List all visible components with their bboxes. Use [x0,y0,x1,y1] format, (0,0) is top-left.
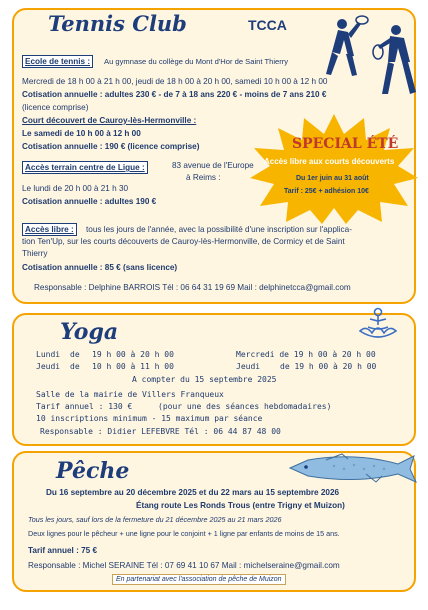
ecole-schedule: Mercredi de 18 h 00 à 21 h 00, jeudi de 18 h 00 à 20 h 00, samedi 10 h 00 à 12 h 00 [22,77,328,86]
ligue-place-1: 83 avenue de l'Europe [172,161,254,170]
peche-tarif: Tarif annuel : 75 € [28,546,98,555]
ligue-schedule: Le lundi de 20 h 00 à 21 h 30 [22,184,129,193]
peche-partner: En partenariat avec l'association de pêche de Muizon [112,574,286,585]
peche-lines: Deux lignes pour le pêcheur + une ligne pour le conjoint + 1 ligne par enfants de moins de 15 ans. [28,529,340,538]
yoga-jeudi-time: 10 h 00 à 11 h 00 [92,362,174,371]
ligue-heading: Accès terrain centre de Ligue : [22,161,148,174]
yoga-lundi-de: de [70,350,80,359]
yoga-jeudi-day: Jeudi [36,362,61,371]
special-line-2: Du 1er juin au 31 août [296,175,369,182]
ecole-heading: Ecole de tennis : [22,55,93,68]
yoga-title: Yoga [60,319,119,345]
court-schedule: Le samedi de 10 h 00 à 12 h 00 [22,129,141,138]
lotus-meditation-icon [356,305,400,343]
peche-closure: Tous les jours, sauf lors de la fermeture du 21 décembre 2025 au 21 mars 2026 [28,515,282,524]
court-cotisation: Cotisation annuelle : 190 € (licence comprise) [22,142,200,151]
yoga-contact: Responsable : Didier LEFEBVRE Tél : 06 44 87 48 00 [40,427,281,436]
libre-text-3: Thierry [22,249,48,258]
special-line-3: Tarif : 25€ + adhésion 10€ [284,188,369,195]
club-code: TCCA [248,17,287,33]
yoga-jeudi2-day: Jeudi [236,362,261,371]
libre-text-1: tous les jours de l'année, avec la possibilité d'une inscription sur l'applica- [86,225,352,234]
yoga-start: A compter du 15 septembre 2025 [132,375,277,384]
tennis-title: Tennis Club [48,11,187,36]
libre-cotisation: Cotisation annuelle : 85 € (sans licence) [22,263,178,272]
ecole-licence: (licence comprise) [22,103,89,112]
ligue-cotisation: Cotisation annuelle : adultes 190 € [22,197,157,206]
yoga-mercredi: Mercredi de 19 h 00 à 20 h 00 [236,350,376,359]
special-starburst-shape [248,112,420,224]
yoga-jeudi-de: de [70,362,80,371]
court-heading: Court découvert de Cauroy-lès-Hermonville : [22,116,197,125]
yoga-tarif: Tarif annuel : 130 € [36,402,133,411]
ecole-cotisation: Cotisation annuelle : adultes 230 € - de 7 à 18 ans 220 € - moins de 7 ans 210 € [22,90,327,99]
yoga-lundi-time: 19 h 00 à 20 h 00 [92,350,174,359]
peche-place: Étang route Les Ronds Trous (entre Trigny et Muizon) [136,501,345,510]
libre-text-2: tion Ten'Up, sur les courts découverts de Cauroy-lès-Hermonville, de Cormicy et de Saint [22,237,345,246]
tennis-players-icon [318,12,418,102]
peche-title: Pêche [56,458,130,484]
peche-dates: Du 16 septembre au 20 décembre 2025 et du 22 mars au 15 septembre 2026 [46,488,340,497]
pike-fish-icon [286,450,418,488]
yoga-lundi-day: Lundi [36,350,61,359]
yoga-inscriptions: 10 inscriptions minimum - 15 maximum par séance [36,414,263,423]
peche-contact: Responsable : Michel SERAINE Tél : 07 69 41 10 67 Mail : michelseraine@gmail.com [28,561,340,570]
special-title: SPECIAL ÉTÉ [292,136,399,152]
ligue-place-2: à Reims : [186,173,221,182]
yoga-tarif-note: (pour une des séances hebdomadaires) [158,402,332,411]
yoga-place: Salle de la mairie de Villers Franqueux [36,390,224,399]
tennis-contact: Responsable : Delphine BARROIS Tél : 06 64 31 19 69 Mail : delphinetcca@gmail.com [34,283,351,292]
yoga-jeudi2-time: de 19 h 00 à 20 h 00 [280,362,377,371]
libre-heading: Accès libre : [22,223,77,236]
ecole-place: Au gymnase du collège du Mont d'Hor de Saint Thierry [104,57,289,66]
special-line-1: Accès libre aux courts découverts [264,157,395,166]
